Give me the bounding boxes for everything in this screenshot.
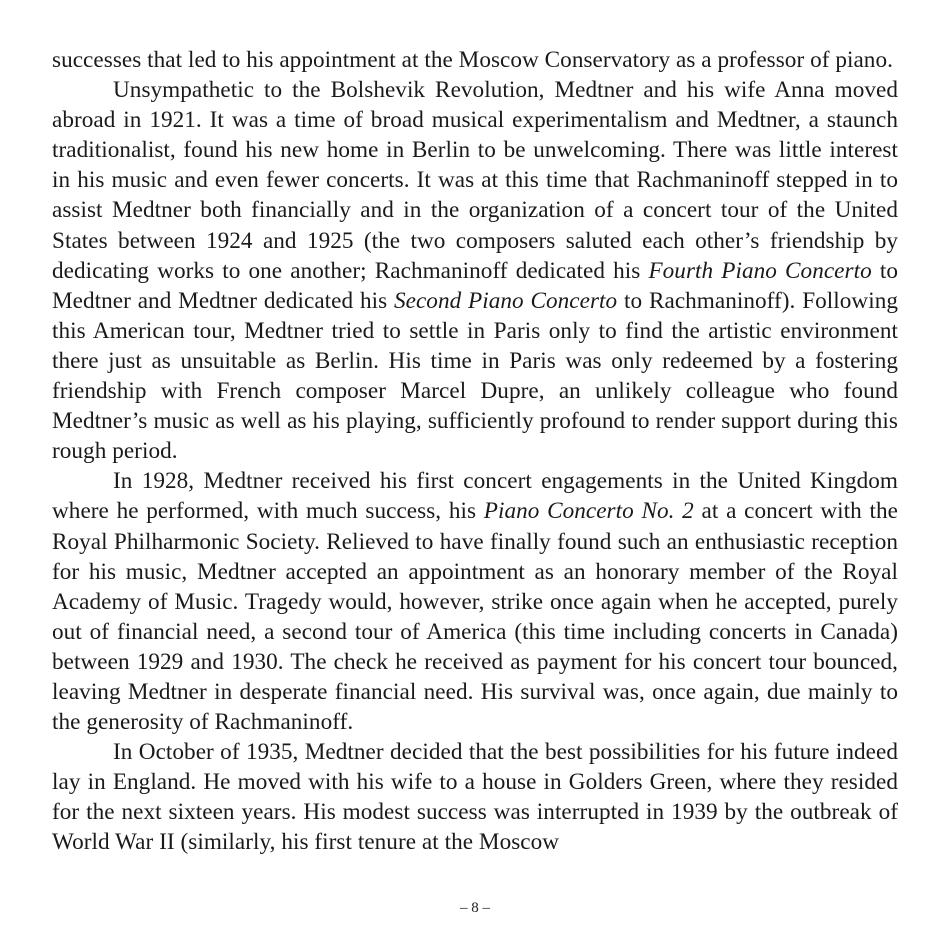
text-run: successes that led to his appointment at the Moscow Conservatory as a professor of piano. (52, 47, 893, 73)
document-page (52, 45, 898, 858)
text-run: to Medtner and Medtner dedicated his (52, 257, 898, 314)
text-run: to Rachmaninoff). Following this American tour, Medtner tried to settle in Paris only to find the artistic environment there just as unsuitable as Berlin. His time in Paris was only redeemed by a fostering friendship with French composer Marcel Dupre, an unlikely colleague who found Medtner’s music as well as his playing, sufficiently profound to render support during this rough period. (52, 287, 898, 465)
work-title-fourth-piano-concerto: Fourth Piano Concerto (648, 257, 872, 284)
page-number: – 8 – (460, 900, 490, 916)
paragraph-bolshevik-revolution (52, 75, 898, 466)
text-run: In October of 1935, Medtner decided that the best possibilities for his future indeed lay in England. He moved with his wife to a house in Golders Green, where they resided for the next sixteen years. His modest success was interrupted in 1939 by the outbreak of World War II (similarly, his first tenure at the Moscow (52, 739, 898, 856)
work-title-second-piano-concerto: Second Piano Concerto (393, 287, 618, 314)
text-run: In 1928, Medtner received his first concert engagements in the United Kingdom where he performed, with much success, his (52, 468, 898, 525)
text-run: Unsympathetic to the Bolshevik Revolution, Medtner and his wife Anna moved abroad in 1921. It was a time of broad musical experimentalism and Medtner, a staunch traditionalist, found his new home in Berlin to be unwelcoming. There was little interest in his music and even fewer concerts. It was at this time that Rachmaninoff stepped in to assist Medtner both financially and in the organization of a concert tour of the United States between 1924 and 1925 (the two composers saluted each other’s friendship by dedicating works to one another; Rachmaninoff dedicated his (52, 77, 898, 284)
paragraph-1935-england (52, 737, 898, 857)
text-run: at a concert with the Royal Philharmonic Society. Relieved to have finally found such an enthusiastic reception for his music, Medtner accepted an appointment as an honorary member of the Royal Academy of Music. Tragedy would, however, strike once again when he accepted, purely out of financial need, a second tour of America (this time including concerts in Canada) between 1929 and 1930. The check he received as payment for his concert tour bounced, leaving Medtner in desperate financial need. His survival was, once again, due mainly to the generosity of Rachmaninoff. (52, 498, 898, 736)
work-title-piano-concerto-no-2: Piano Concerto No. 2 (483, 498, 694, 525)
paragraph-appointment-end (52, 45, 898, 75)
paragraph-1928-united-kingdom (52, 466, 898, 737)
